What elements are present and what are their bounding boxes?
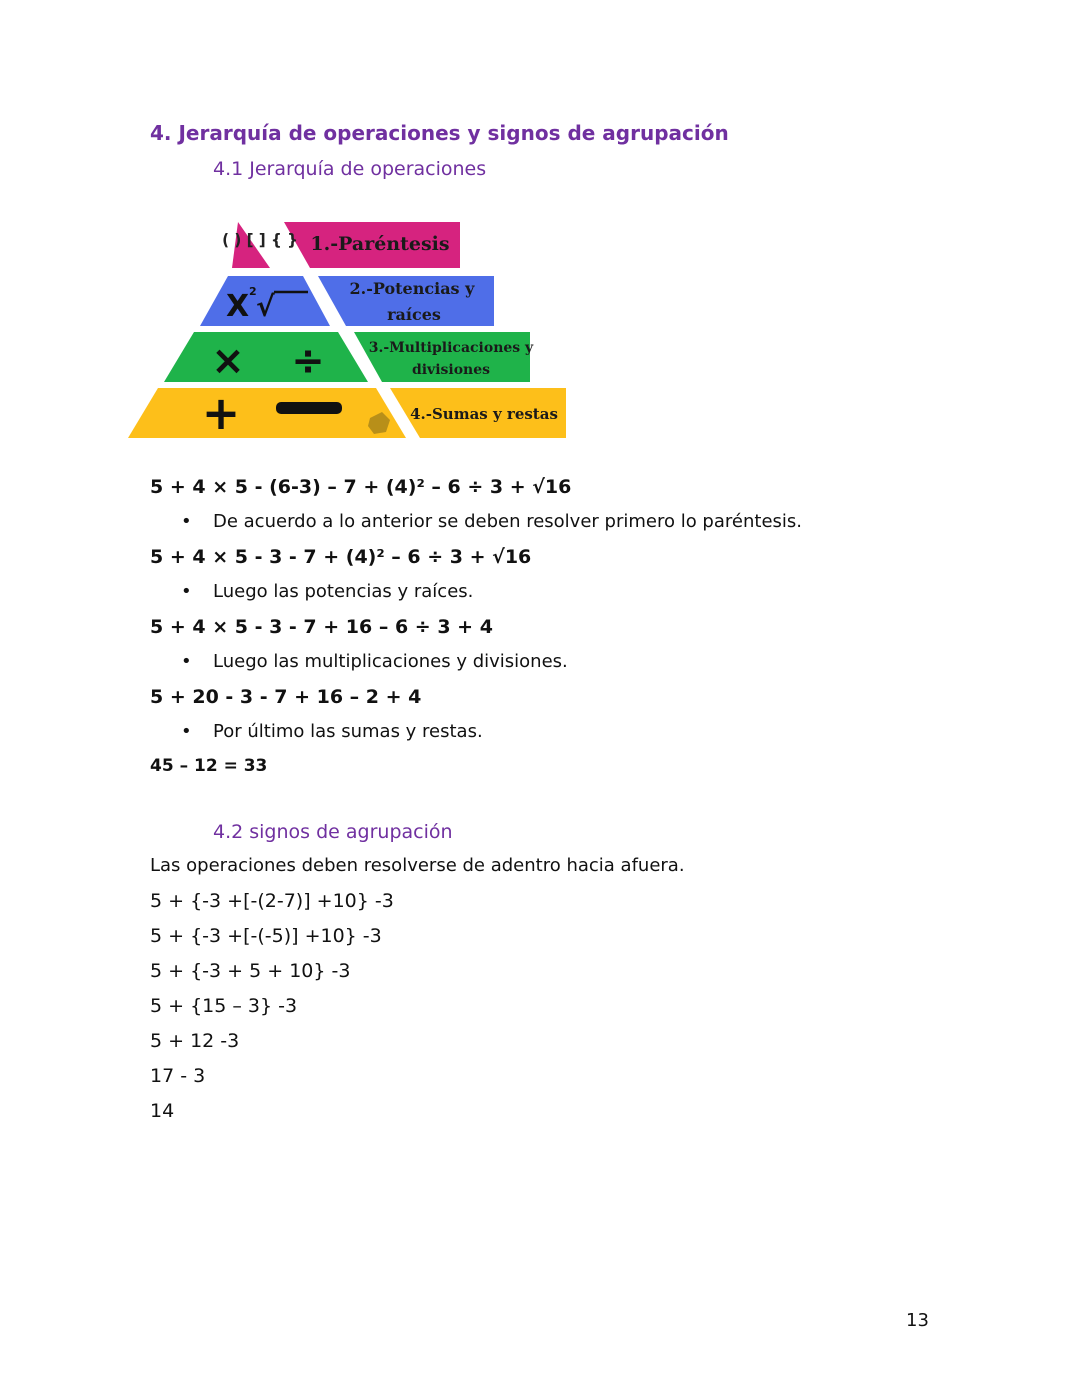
step-note-4: • Por último las sumas y restas. (181, 721, 483, 742)
grouping-step-1: 5 + {-3 +[-(2-7)] +10} -3 (150, 890, 394, 912)
step-note-3: • Luego las multiplicaciones y divisiones. (181, 651, 568, 672)
divide-icon: ÷ (291, 338, 325, 384)
grouping-step-5: 5 + 12 -3 (150, 1030, 240, 1052)
subsection-heading-hierarchy: 4.1 Jerarquía de operaciones (213, 158, 487, 180)
grouping-step-2: 5 + {-3 +[-(-5)] +10} -3 (150, 925, 382, 947)
step-equation-1: 5 + 4 × 5 - (6-3) – 7 + (4)² – 6 ÷ 3 + √16 (150, 476, 572, 498)
grouping-intro: Las operaciones deben resolverse de adentro hacia afuera. (150, 855, 685, 876)
power-exponent-icon: 2 (249, 285, 257, 298)
page-number: 13 (906, 1310, 929, 1331)
operations-pyramid-figure (128, 216, 568, 442)
pyramid-level2-label-line1: 2.-Potencias y (349, 279, 475, 298)
step-note-1: • De acuerdo a lo anterior se deben resolver primero lo paréntesis. (181, 511, 802, 532)
pyramid-level1-label: 1.-Paréntesis (310, 233, 450, 255)
pyramid-level2-label-line2: raíces (387, 305, 441, 324)
grouping-step-6: 17 - 3 (150, 1065, 206, 1087)
grouping-step-3: 5 + {-3 + 5 + 10} -3 (150, 960, 351, 982)
power-x-icon: X (226, 289, 250, 324)
step-equation-2: 5 + 4 × 5 - 3 - 7 + (4)² – 6 ÷ 3 + √16 (150, 546, 532, 568)
section-heading: 4. Jerarquía de operaciones y signos de agrupación (150, 121, 729, 145)
subsection-heading-grouping: 4.2 signos de agrupación (213, 821, 453, 843)
step-equation-4: 5 + 20 - 3 - 7 + 16 – 2 + 4 (150, 686, 422, 708)
step-result: 45 – 12 = 33 (150, 756, 268, 776)
step-note-2: • Luego las potencias y raíces. (181, 581, 474, 602)
pyramid-level3-label-line1: 3.-Multiplicaciones y (368, 340, 534, 356)
minus-icon (276, 402, 342, 414)
pyramid-level3-left (164, 332, 368, 382)
multiply-icon: × (211, 338, 245, 384)
root-icon: √ (256, 290, 275, 323)
grouping-step-7: 14 (150, 1100, 175, 1122)
grouping-step-4: 5 + {15 – 3} -3 (150, 995, 298, 1017)
parentheses-icon: ( ) [ ] { } (222, 230, 298, 250)
plus-icon: + (201, 386, 241, 440)
step-equation-3: 5 + 4 × 5 - 3 - 7 + 16 – 6 ÷ 3 + 4 (150, 616, 493, 638)
pyramid-level4-left (128, 388, 406, 438)
pyramid-level4-label: 4.-Sumas y restas (410, 405, 558, 423)
pyramid-level3-label-line2: divisiones (411, 362, 491, 378)
